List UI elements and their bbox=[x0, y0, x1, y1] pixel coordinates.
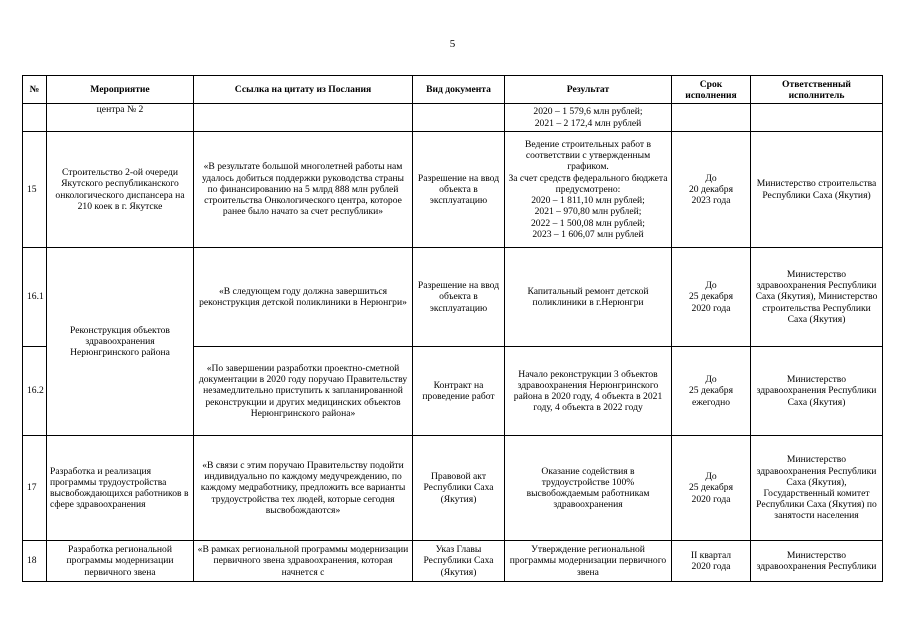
cell-num bbox=[23, 104, 47, 132]
cell-quote bbox=[194, 104, 413, 132]
cell-doc-type bbox=[413, 104, 505, 132]
cell-quote: «В связи с этим поручаю Правительству подойти индивидуально по каждому медучреждению, по каждому медработнику, предложить все варианты трудоустройства тех людей, которые сегодня высвобождаются» bbox=[194, 436, 413, 541]
page-number: 5 bbox=[449, 38, 456, 50]
table-row bbox=[23, 104, 883, 132]
cell-quote: «По завершении разработки проектно-сметной документации в 2020 году поручаю Правительству незамедлительно приступить к запланированной реконструкции и других медицинских объектов Нерюнгринского района» bbox=[194, 347, 413, 436]
header-doc-type: Вид документа bbox=[413, 76, 505, 104]
cell-num: 16.1 bbox=[23, 248, 47, 347]
cell-quote: «В следующем году должна завершиться реконструкция детской поликлиники в Нерюнгри» bbox=[194, 248, 413, 347]
cell-num: 17 bbox=[23, 436, 47, 541]
cell-result: Ведение строительных работ в соответствии с утвержденным графиком. За счет средств федерального бюджета предусмотрено: 2020 – 1 811,10 млн рублей; 2021 – 970,80 млн рублей; 2022 – 1 500,08 млн рублей; 2023 – 1 606,07 млн рублей bbox=[505, 132, 672, 248]
table-header-row bbox=[23, 76, 883, 104]
cell-num: 16.2 bbox=[23, 347, 47, 436]
cell-quote: «В результате большой многолетней работы нам удалось добиться поддержки руководства страны по финансированию на 5 млрд 888 млн рублей строительства Онкологического центра, которое ранее было начато за счет республики» bbox=[194, 132, 413, 248]
table-row bbox=[23, 541, 883, 582]
cell-responsible: Министерство здравоохранения Республики bbox=[751, 541, 883, 582]
cell-num: 15 bbox=[23, 132, 47, 248]
table-row bbox=[23, 132, 883, 248]
header-quote: Ссылка на цитату из Послания bbox=[194, 76, 413, 104]
cell-term: До 25 декабря 2020 года bbox=[672, 436, 751, 541]
cell-event: Разработка региональной программы модернизации первичного звена bbox=[47, 541, 194, 582]
cell-doc-type: Разрешение на ввод объекта в эксплуатацию bbox=[413, 132, 505, 248]
cell-term: До 20 декабря 2023 года bbox=[672, 132, 751, 248]
cell-result: Начало реконструкции 3 объектов здравоохранения Нерюнгринского района в 2020 году, 4 объекта в 2021 году, 4 объекта в 2022 году bbox=[505, 347, 672, 436]
plan-table bbox=[22, 75, 883, 582]
cell-event: центра № 2 bbox=[47, 104, 194, 132]
cell-event: Строительство 2-ой очереди Якутского республиканского онкологического диспансера на 210 коек в г. Якутске bbox=[47, 132, 194, 248]
cell-term: До 25 декабря 2020 года bbox=[672, 248, 751, 347]
cell-doc-type: Правовой акт Республики Саха (Якутия) bbox=[413, 436, 505, 541]
cell-result: 2020 – 1 579,6 млн рублей; 2021 – 2 172,4 млн рублей bbox=[505, 104, 672, 132]
cell-responsible: Министерство здравоохранения Республики Саха (Якутия) bbox=[751, 347, 883, 436]
cell-event: Разработка и реализация программы трудоустройства высвобождающихся работников в сфере здравоохранения bbox=[47, 436, 194, 541]
cell-doc-type: Указ Главы Республики Саха (Якутия) bbox=[413, 541, 505, 582]
cell-quote: «В рамках региональной программы модернизации первичного звена здравоохранения, которая начнется с bbox=[194, 541, 413, 582]
cell-responsible: Министерство здравоохранения Республики Саха (Якутия), Министерство строительства Республики Саха (Якутия) bbox=[751, 248, 883, 347]
cell-event: Реконструкция объектов здравоохранения Нерюнгринского района bbox=[47, 248, 194, 436]
cell-doc-type: Разрешение на ввод объекта в эксплуатацию bbox=[413, 248, 505, 347]
table-row bbox=[23, 436, 883, 541]
header-responsible: Ответственный исполнитель bbox=[751, 76, 883, 104]
header-event: Мероприятие bbox=[47, 76, 194, 104]
cell-responsible bbox=[751, 104, 883, 132]
header-term: Срок исполнения bbox=[672, 76, 751, 104]
cell-responsible: Министерство здравоохранения Республики Саха (Якутия), Государственный комитет Республики Саха (Якутия) по занятости населения bbox=[751, 436, 883, 541]
cell-doc-type: Контракт на проведение работ bbox=[413, 347, 505, 436]
cell-result: Утверждение региональной программы модернизации первичного звена bbox=[505, 541, 672, 582]
cell-term: До 25 декабря ежегодно bbox=[672, 347, 751, 436]
cell-term: II квартал 2020 года bbox=[672, 541, 751, 582]
header-num: № bbox=[23, 76, 47, 104]
cell-result: Оказание содействия в трудоустройстве 100% высвобождаемым работникам здравоохранения bbox=[505, 436, 672, 541]
cell-result: Капитальный ремонт детской поликлиники в г.Нерюнгри bbox=[505, 248, 672, 347]
header-result: Результат bbox=[505, 76, 672, 104]
table-row bbox=[23, 248, 883, 347]
cell-responsible: Министерство строительства Республики Саха (Якутия) bbox=[751, 132, 883, 248]
cell-term bbox=[672, 104, 751, 132]
cell-num: 18 bbox=[23, 541, 47, 582]
